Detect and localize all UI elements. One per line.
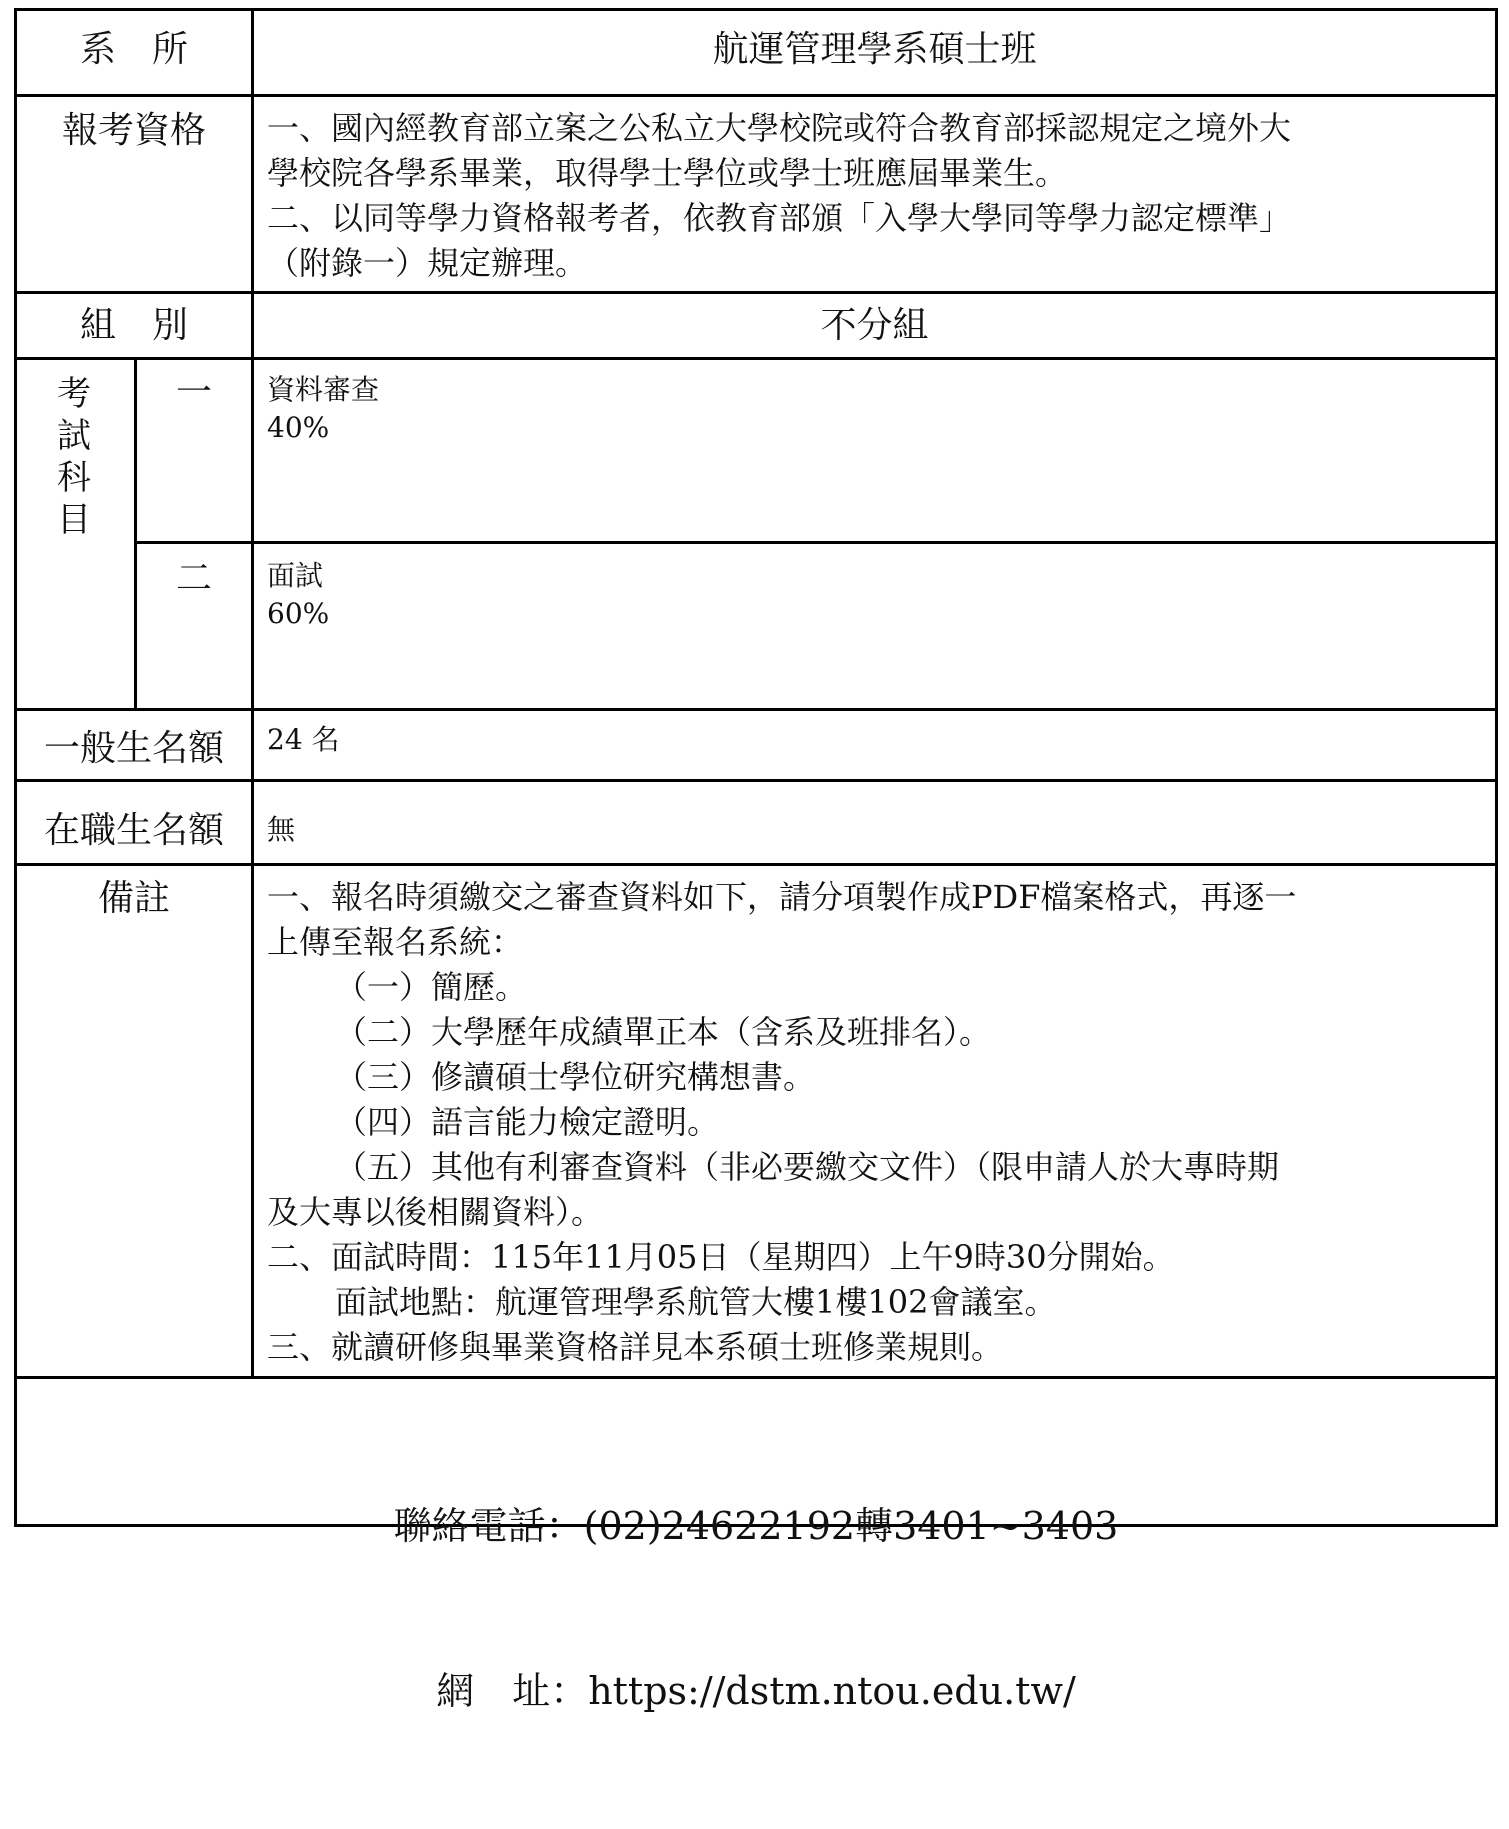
row-divider	[17, 863, 1495, 866]
row-divider	[17, 357, 1495, 360]
remarks-line: （四）語言能力檢定證明。	[335, 1103, 720, 1141]
subject-weight: 40%	[267, 411, 330, 444]
remarks-line: （三）修讀碩士學位研究構想書。	[335, 1058, 816, 1096]
employed-quota-label: 在職生名額	[43, 810, 224, 851]
general-quota-value: 24 名	[267, 723, 340, 756]
subject-name: 面試	[267, 559, 324, 592]
group-value: 不分組	[820, 305, 929, 346]
dept-label: 系 所	[79, 29, 188, 70]
qualification-text	[267, 106, 1482, 286]
subject-number: 一	[175, 372, 212, 413]
remarks-line: 上傳至報名系統：	[267, 923, 524, 961]
admission-table	[14, 8, 1498, 1713]
subjects-label: 考 試 科 目	[57, 374, 91, 540]
row-divider	[17, 94, 1495, 97]
dept-value: 航運管理學系碩士班	[712, 29, 1037, 70]
qualification-label: 報考資格	[61, 110, 206, 151]
subject-number: 二	[175, 558, 212, 599]
contact-website[interactable]: 網 址：https://dstm.ntou.edu.tw/	[436, 1669, 1076, 1713]
contact-phone: 聯絡電話：(02)24622192轉3401~3403	[393, 1504, 1119, 1548]
qualification-line: 二、以同等學力資格報考者，依教育部頒「入學大學同等學力認定標準」	[267, 199, 1292, 237]
employed-quota-value: 無	[267, 813, 296, 846]
remarks-label: 備註	[97, 878, 170, 919]
row-divider	[17, 1376, 1495, 1379]
row-divider	[134, 541, 1495, 544]
qualification-line: （附錄一）規定辦理。	[267, 244, 588, 282]
remarks-line: （一）簡歷。	[335, 968, 528, 1006]
column-divider	[251, 11, 254, 1376]
remarks-line: （二）大學歷年成績單正本（含系及班排名）。	[335, 1013, 992, 1051]
remarks-line: 面試地點：航運管理學系航管大樓1樓102會議室。	[335, 1283, 1057, 1321]
remarks-line: 二、面試時間：115年11月05日（星期四）上午9時30分開始。	[267, 1238, 1175, 1276]
remarks-line: （五）其他有利審查資料（非必要繳交文件）（限申請人於大專時期	[335, 1148, 1280, 1186]
remarks-line: 一、報名時須繳交之審查資料如下，請分項製作成PDF檔案格式，再逐一	[267, 878, 1297, 916]
general-quota-label: 一般生名額	[43, 728, 224, 769]
subject-name: 資料審查	[267, 373, 380, 406]
subject-item	[267, 371, 1467, 447]
subject-weight: 60%	[267, 597, 330, 630]
qualification-line: 一、國內經教育部立案之公私立大學校院或符合教育部採認規定之境外大	[267, 109, 1292, 147]
qualification-line: 學校院各學系畢業，取得學士學位或學士班應屆畢業生。	[267, 154, 1068, 192]
group-label: 組 別	[79, 305, 188, 346]
subject-item	[267, 557, 1467, 633]
remarks-line: 及大專以後相關資料）。	[267, 1193, 604, 1231]
contact-block	[17, 1389, 1495, 1829]
remarks-text	[267, 875, 1482, 1370]
remarks-line: 三、就讀研修與畢業資格詳見本系碩士班修業規則。	[267, 1328, 1004, 1366]
